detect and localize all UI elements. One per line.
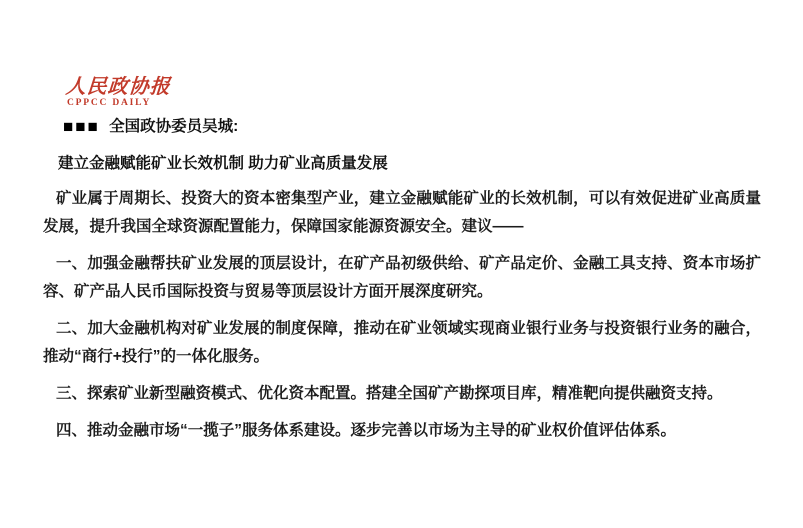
newspaper-logo-chinese: 人民政协报 <box>64 74 172 98</box>
kicker-line <box>63 115 761 139</box>
article-paragraph-suggestion-2: 二、加大金融机构对矿业发展的制度保障，推动在矿业领域实现商业银行业务与投资银行业务的融合，推动“商行+投行”的一体化服务。 <box>43 319 761 365</box>
article-paragraph-intro: 矿业属于周期长、投资大的资本密集型产业，建立金融赋能矿业的长效机制，可以有效促进矿业高质量发展，提升我国全球资源配置能力，保障国家能源资源安全。建议—— <box>43 189 761 235</box>
article-paragraph-suggestion-4: 四、推动金融市场“一揽子”服务体系建设。逐步完善以市场为主导的矿业权价值评估体系。 <box>56 421 677 439</box>
kicker-squares-marker: ■■■ <box>63 116 100 136</box>
newspaper-logo-english: CPPCC DAILY <box>67 98 152 108</box>
article-body <box>43 185 761 445</box>
article-title: 建立金融赋能矿业长效机制 助力矿业高质量发展 <box>58 154 388 172</box>
newspaper-masthead <box>65 76 761 109</box>
article-paragraph-suggestion-3: 三、探索矿业新型融资模式、优化资本配置。搭建全国矿产勘探项目库，精准靶向提供融资支持。 <box>56 384 723 402</box>
kicker-author-label: 全国政协委员吴城: <box>109 117 239 135</box>
article-paragraph-suggestion-1: 一、加强金融帮扶矿业发展的顶层设计，在矿产品初级供给、矿产品定价、金融工具支持、资本市场扩容、矿产品人民币国际投资与贸易等顶层设计方面开展深度研究。 <box>43 254 761 300</box>
